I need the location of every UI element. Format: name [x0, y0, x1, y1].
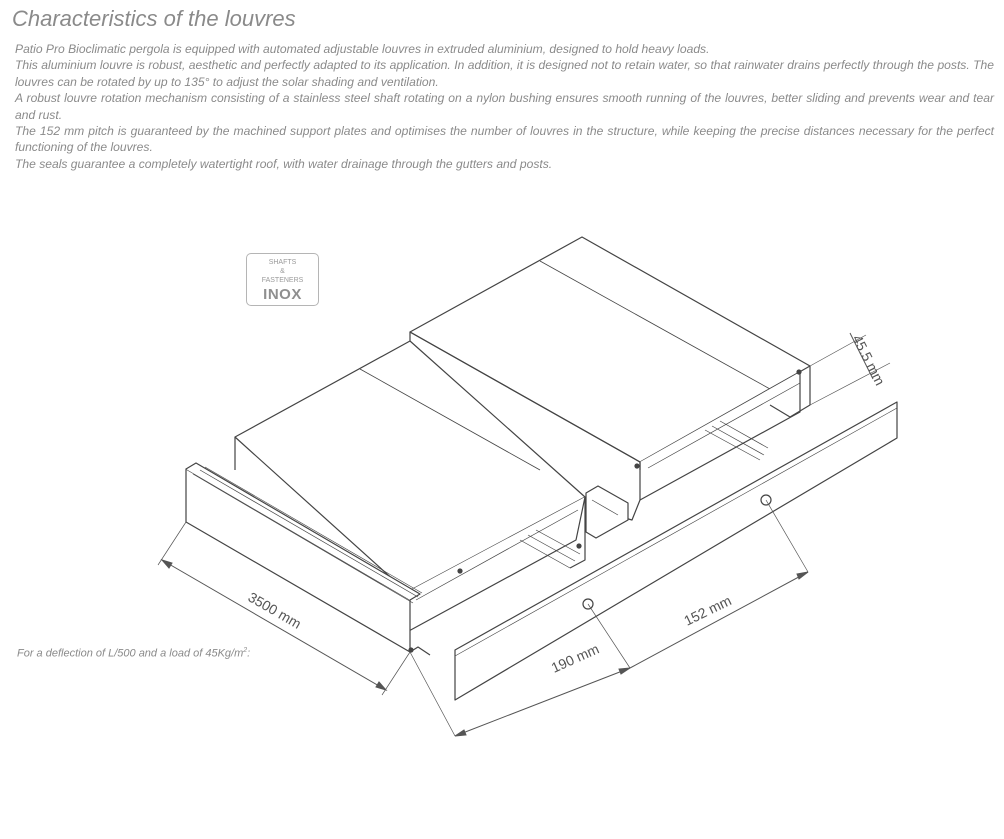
louvre-connector [586, 486, 628, 538]
dimension-length-label: 3500 mm [245, 588, 305, 632]
bolt-icon [797, 370, 801, 374]
page-title: Characteristics of the louvres [12, 6, 296, 31]
badge-title: INOX [263, 286, 302, 303]
load-note-suffix: : [247, 647, 251, 660]
badge-line: SHAFTS [268, 259, 297, 266]
bolt-icon [458, 569, 462, 573]
description-paragraph: The 152 mm pitch is guaranteed by the machined support plates and optimises the number of louvres in the structure, while keeping the precise distances necessary for the perfect functioning of the louvres. [15, 124, 994, 155]
dimension-edge-label: 190 mm [548, 640, 602, 676]
description-paragraph: Patio Pro Bioclimatic pergola is equipped with automated adjustable louvres in extruded aluminium, designed to hold heavy loads. [15, 42, 710, 56]
load-note [17, 645, 250, 660]
bolt-icon [577, 544, 581, 548]
description-paragraph: This aluminium louvre is robust, aesthetic and perfectly adapted to its application. In addition, it is designed not to retain water, so that rainwater drains perfectly through the posts. The louvres can be rotated by up to 135° to adjust the solar shading and ventilation. [15, 58, 994, 89]
bolt-icon [635, 464, 639, 468]
load-note-text: For a deflection of L/500 and a load of 45Kg/m [17, 647, 244, 660]
dimension-height-label: 45.5 mm [849, 332, 889, 388]
badge-line: & [280, 268, 285, 275]
inox-badge [246, 253, 319, 306]
badge-line: FASTENERS [261, 277, 304, 284]
dimension-pitch-label: 152 mm [681, 592, 734, 629]
description-paragraph: A robust louvre rotation mechanism consisting of a stainless steel shaft rotating on a nylon bushing ensures smooth running of the louvres, better sliding and prevents wear and tear and rust. [15, 91, 994, 122]
load-note-exponent: 2 [243, 647, 248, 654]
bolt-icon [409, 648, 413, 652]
description-paragraph: The seals guarantee a completely watertight roof, with water drainage through the gutters and posts. [15, 156, 553, 171]
